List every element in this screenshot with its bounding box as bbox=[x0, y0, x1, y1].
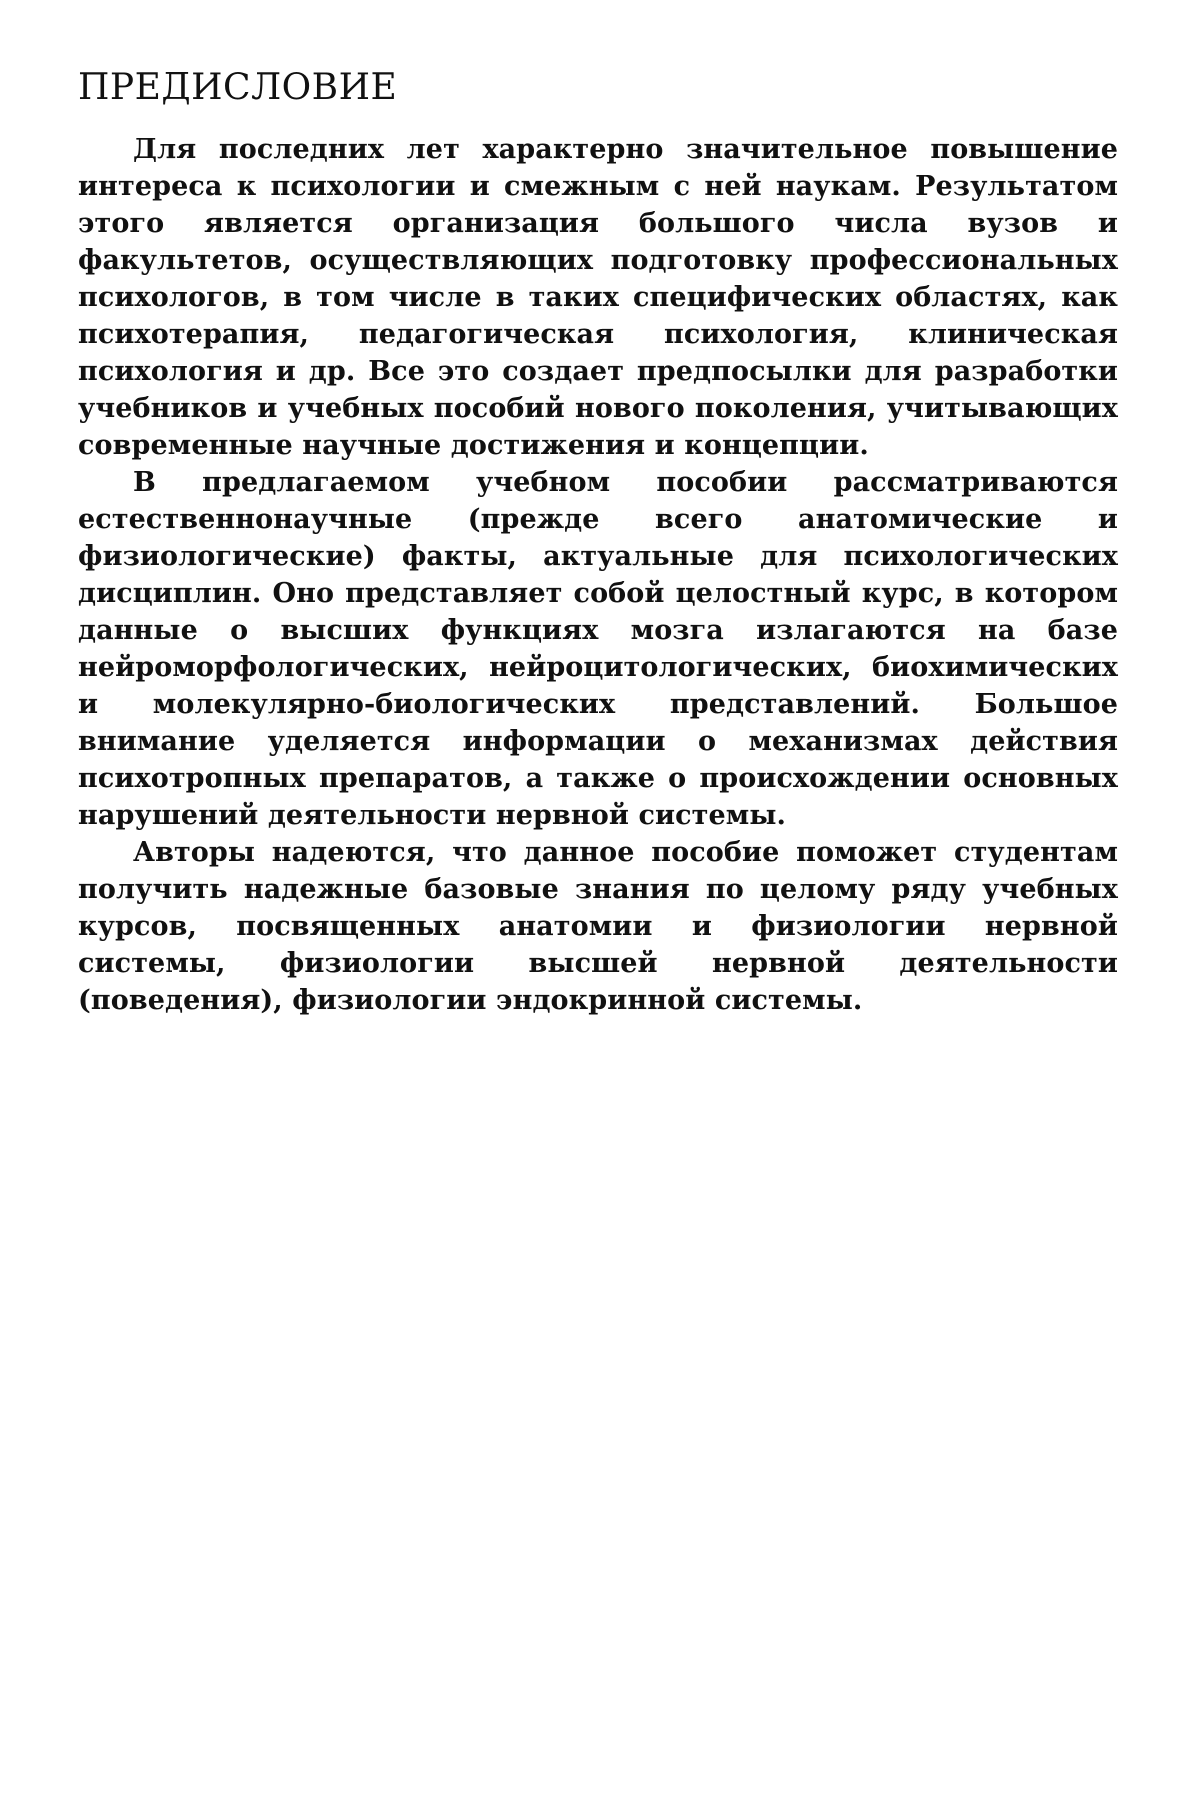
paragraph-3: Авторы надеются, что данное пособие поможет студентам получить надежные базовые знания по целому ряду учебных курсов, посвященных анатомии и физиологии нервной системы, физиологии высшей нервной деятельности (поведения), физиологии эндокринной системы. bbox=[78, 837, 1118, 1017]
page-title: ПРЕДИСЛОВИЕ bbox=[78, 67, 398, 108]
paragraph-2: В предлагаемом учебном пособии рассматриваются естественнонаучные (прежде всего анатомические и физиологические) факты, актуальные для психологических дисциплин. Оно представляет собой целостный курс, в котором данные о высших функциях мозга излагаются на базе нейроморфологических, нейроцитологических, биохимических и молекулярно-биологических представлений. Большое внимание уделяется информации о механизмах действия психотропных препаратов, а также о происхождении основных нарушений деятельности нервной системы. bbox=[78, 467, 1118, 832]
paragraph-1: Для последних лет характерно значительное повышение интереса к психологии и смежным с ней наукам. Результатом этого является организация большого числа вузов и факультетов, осуществляющих подготовку профессиональных психологов, в том числе в таких специфических областях, как психотерапия, педагогическая психология, клиническая психология и др. Все это создает предпосылки для разработки учебников и учебных пособий нового поколения, учитывающих современные научные достижения и концепции. bbox=[78, 134, 1118, 462]
preface-section bbox=[78, 66, 1118, 1019]
